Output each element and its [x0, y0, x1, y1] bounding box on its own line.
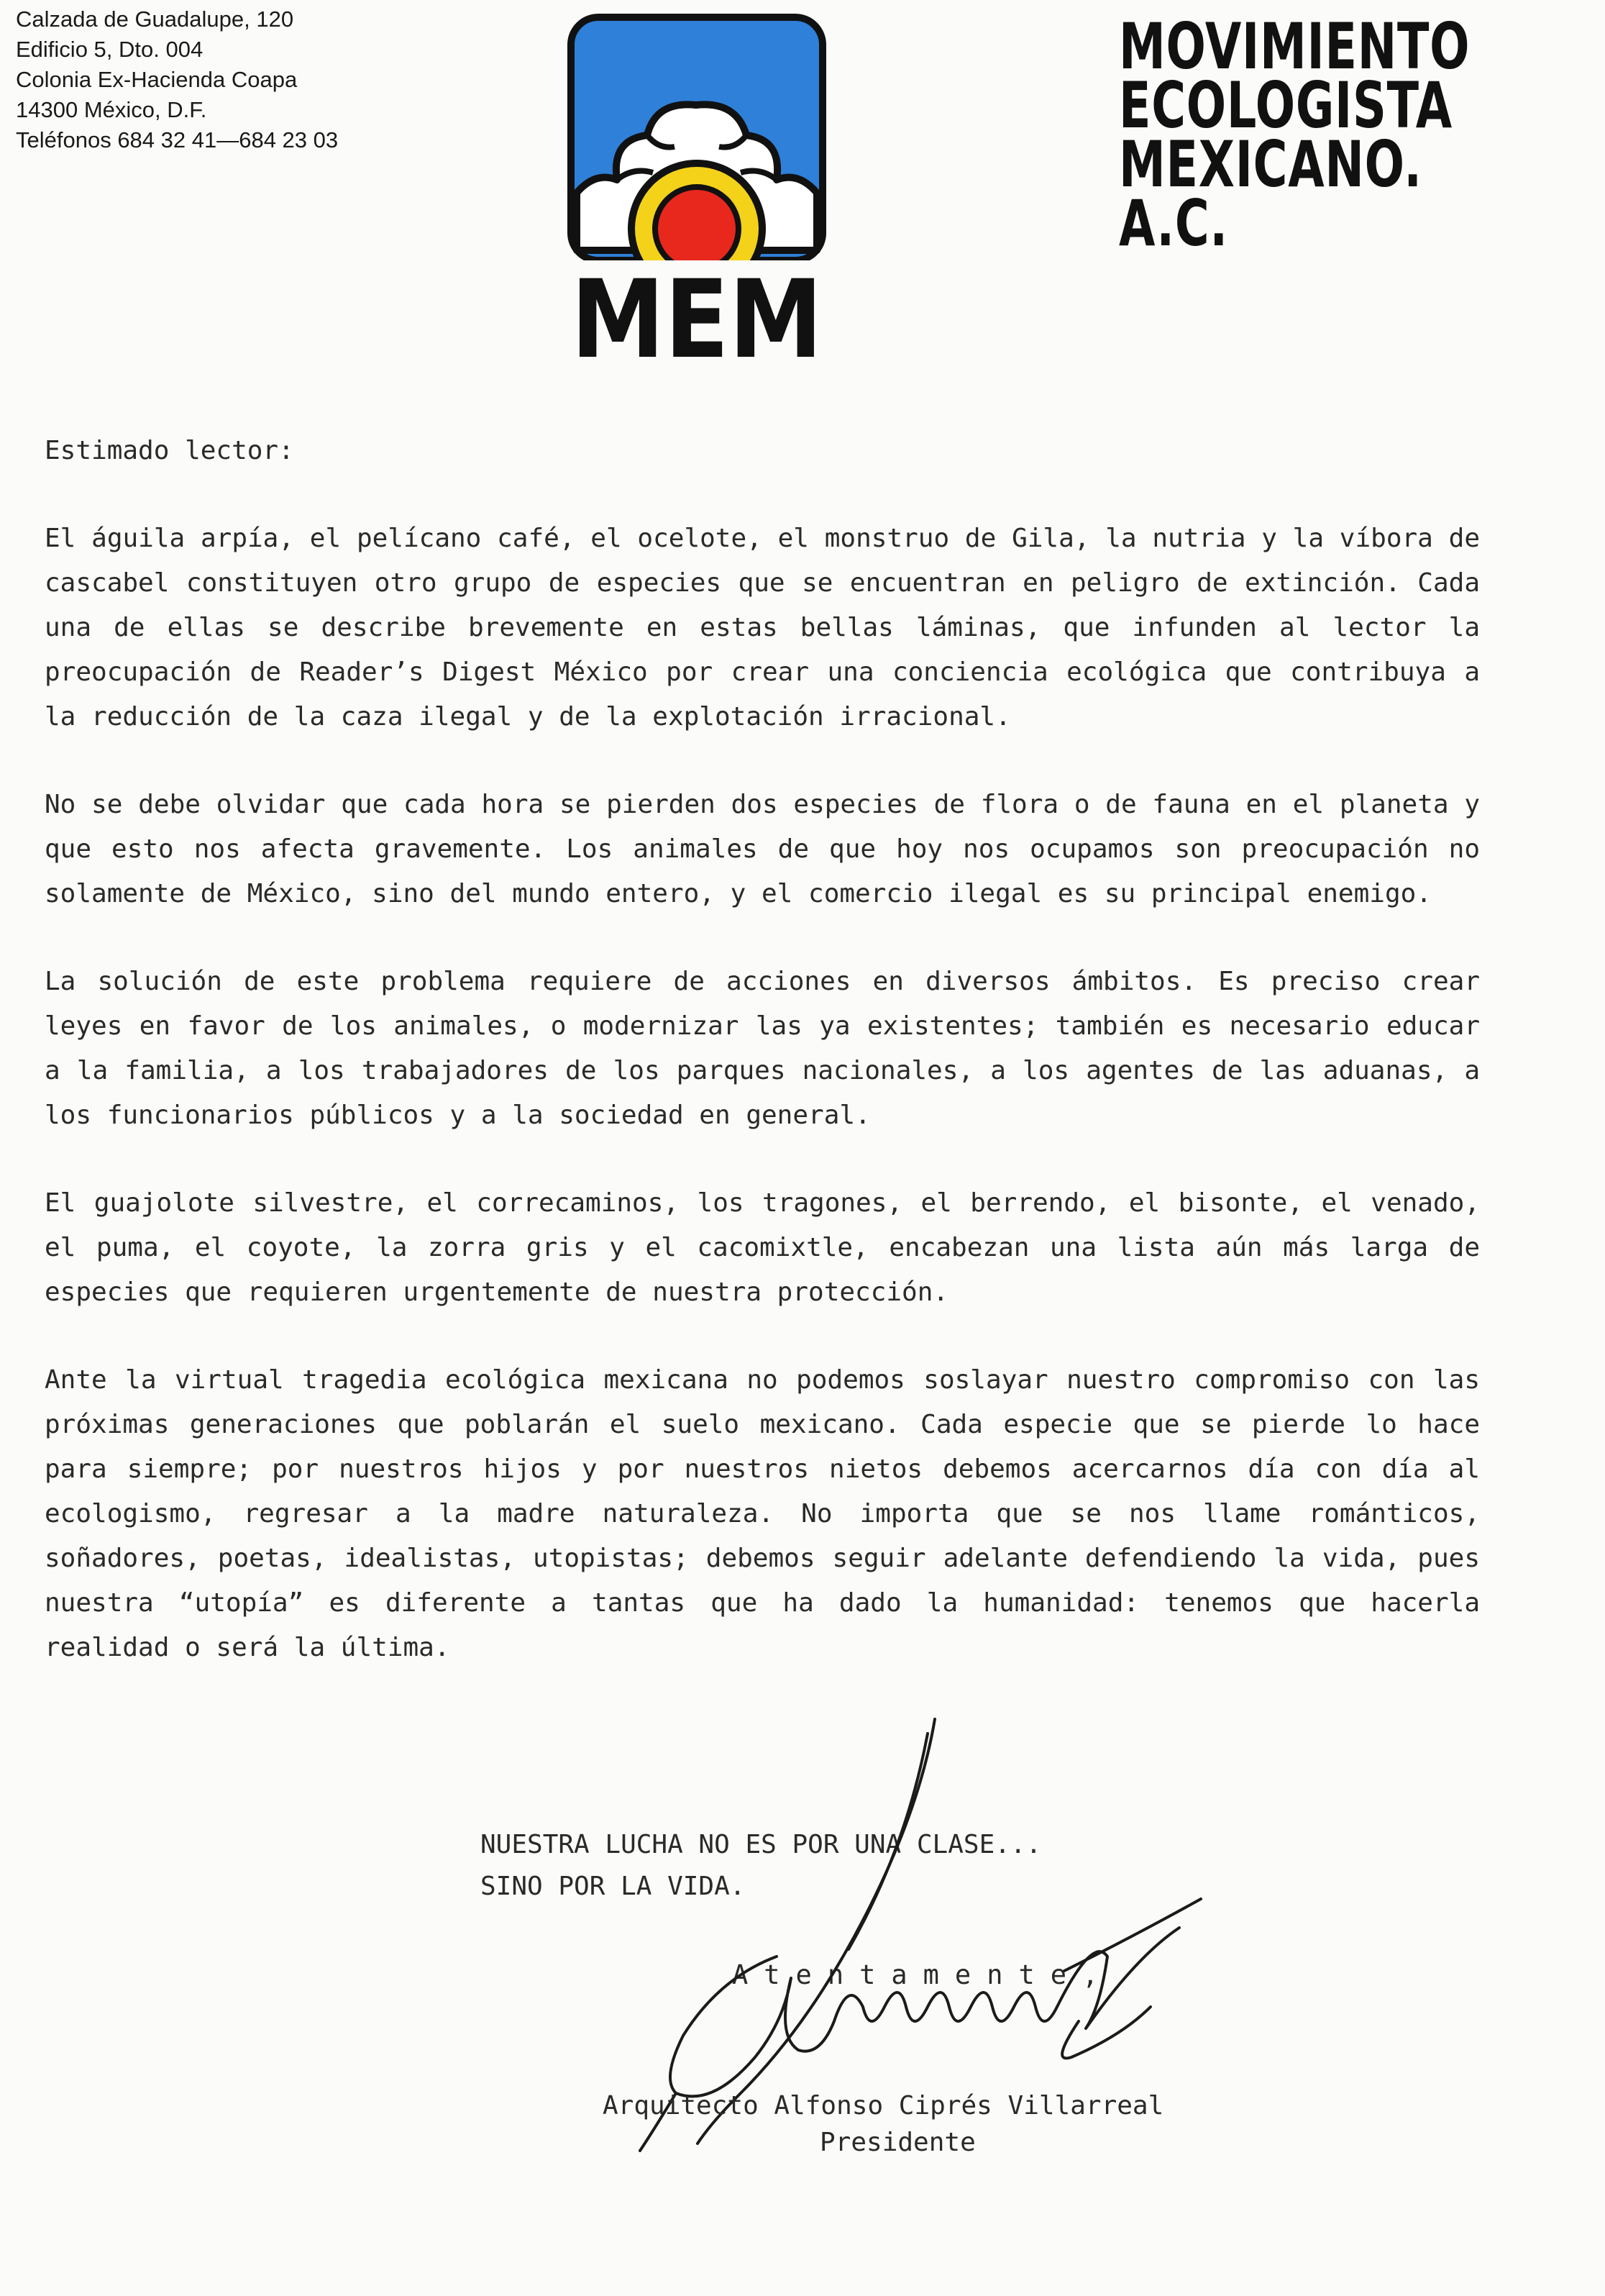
org-line: MOVIMIENTO: [1119, 9, 1471, 83]
address-line: Calzada de Guadalupe, 120: [16, 6, 294, 32]
address-line: Teléfonos 684 32 41—684 23 03: [16, 127, 339, 152]
closing: Atentamente,: [732, 1959, 1115, 1990]
paragraph: El águila arpía, el pelícano café, el ocelote, el monstruo de Gila, la nutria y la víbora de cascabel constituyen otro grupo de especies que se encuentran en peligro de extinción. Cada una de ellas se describe brevemente en estas bellas láminas, que infunden al lector la preocupación de Reader’s Digest México por crear una conciencia ecológica que contribuya a la reducción de la caza ilegal y de la explotación irracional.: [45, 524, 1480, 732]
org-line: MEXICANO.: [1119, 127, 1422, 201]
mem-logo: [567, 13, 827, 383]
paragraph: La solución de este problema requiere de acciones en diversos ámbitos. Es preciso crear leyes en favor de los animales, o modernizar las ya existentes; también es necesario educar a la familia, a los trabajadores de los parques nacionales, a los agentes de las aduanas, a los funcionarios públicos y a la sociedad en general.: [45, 967, 1480, 1130]
motto-line: NUESTRA LUCHA NO ES POR UNA CLASE...: [480, 1830, 1042, 1859]
motto-line: SINO POR LA VIDA.: [480, 1872, 746, 1901]
signer-name: Arquitecto Alfonso Ciprés Villarreal: [603, 2091, 1164, 2120]
org-line: A.C.: [1119, 186, 1228, 260]
letter-body: [45, 429, 1480, 1713]
address-line: Edificio 5, Dto. 004: [16, 37, 204, 62]
salutation: Estimado lector:: [45, 436, 294, 465]
address-line: Colonia Ex-Hacienda Coapa: [16, 67, 298, 92]
org-line: ECOLOGISTA: [1119, 68, 1453, 142]
organization-name: [1119, 9, 1593, 260]
logo-text: MEM: [571, 258, 823, 383]
signer-title: Presidente: [820, 2128, 976, 2157]
paragraph: Ante la virtual tragedia ecológica mexicana no podemos soslayar nuestro compromiso con las próximas generaciones que poblarán el suelo mexicano. Cada especie que se pierde lo hace para siempre; por nuestros hijos y por nuestros nietos debemos acercarnos día con día al ecologismo, regresar a la madre naturaleza. No importa que se nos llame románticos, soñadores, poetas, idealistas, utopistas; debemos seguir adelante defendiendo la vida, pues nuestra “utopía” es diferente a tantas que ha dado la humanidad: tenemos que hacerla realidad o será la última.: [45, 1365, 1480, 1662]
address-line: 14300 México, D.F.: [16, 97, 207, 122]
letterhead-address: [16, 4, 338, 155]
paragraph: No se debe olvidar que cada hora se pierden dos especies de flora o de fauna en el planeta y que esto nos afecta gravemente. Los animales de que hoy nos ocupamos son preocupación no solamente de México, sino del mundo entero, y el comercio ilegal es su principal enemigo.: [45, 790, 1480, 908]
paragraph: El guajolote silvestre, el correcaminos, los tragones, el berrendo, el bisonte, el venado, el puma, el coyote, la zorra gris y el cacomixtle, encabezan una lista aún más larga de especies que requieren urgentemente de nuestra protección.: [45, 1188, 1480, 1307]
logo-sun: [658, 190, 736, 268]
